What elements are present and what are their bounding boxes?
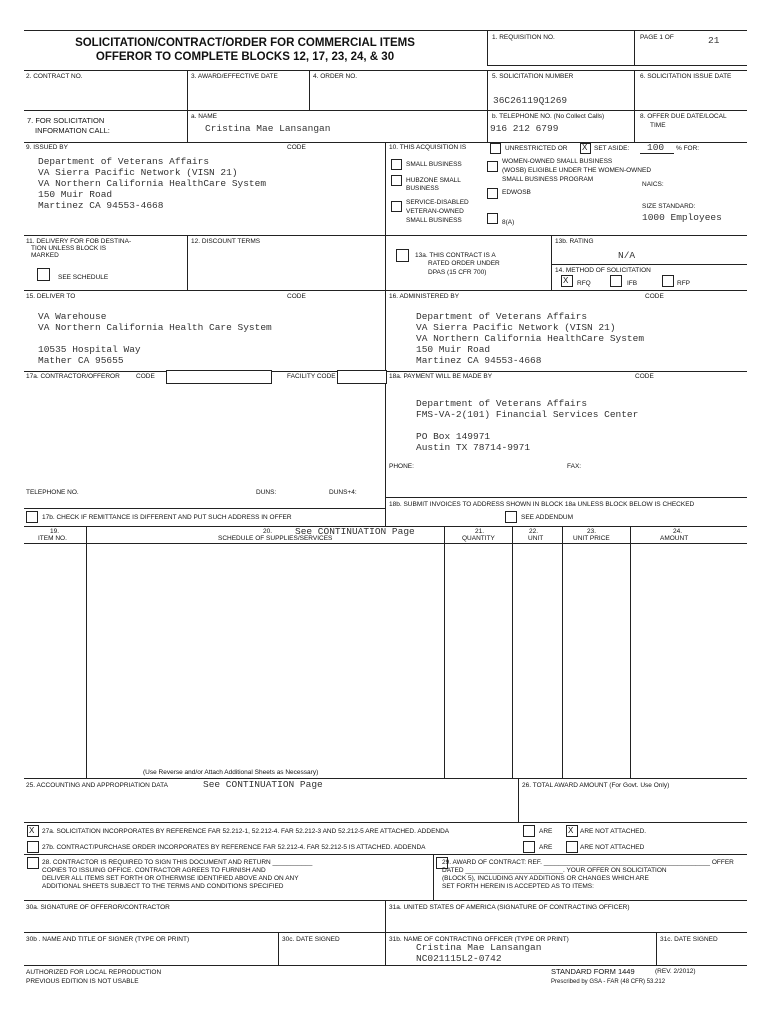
form-revision: (REV. 2/2012): [655, 968, 696, 975]
divider: [187, 70, 188, 110]
contracting-officer-name[interactable]: Cristina Mae Lansangan: [416, 942, 542, 953]
delivery-label-3: MARKED: [31, 252, 59, 259]
page-label: PAGE 1 OF: [640, 34, 674, 41]
small-business-label: SMALL BUSINESS: [406, 161, 462, 168]
hubzone-label: HUBZONE SMALL: [406, 177, 461, 184]
divider: [656, 932, 657, 965]
set-aside-label: SET ASIDE:: [594, 145, 630, 152]
col22-number: 22.: [529, 528, 539, 535]
divider: [24, 508, 385, 509]
28-checkbox[interactable]: [27, 857, 39, 869]
divider: [487, 65, 747, 66]
divider: [634, 30, 635, 65]
divider: [433, 854, 434, 900]
27b-are-not-label: ARE NOT ATTACHED: [580, 844, 645, 851]
form-title-line2: OFFEROR TO COMPLETE BLOCKS 12, 17, 23, 24, & 30: [95, 51, 395, 64]
divider: [634, 110, 635, 142]
30b-label: 30b . NAME AND TITLE OF SIGNER (TYPE OR PRINT): [26, 936, 190, 943]
issued-by-code-label: CODE: [287, 144, 306, 151]
col20-header: SCHEDULE OF SUPPLIES/SERVICES: [218, 535, 333, 542]
divider: [24, 778, 747, 779]
8a-checkbox[interactable]: [487, 213, 498, 224]
col22-header: UNIT: [528, 535, 544, 542]
duns-label: DUNS:: [256, 489, 277, 496]
27a-label: 27a. SOLICITATION INCORPORATES BY REFERENCE FAR 52.212-1, 52.212-4. FAR 52.212-3 AND 52.212-5 ARE ATTACHED. ADDENDA: [42, 828, 450, 835]
see-schedule-checkbox[interactable]: [37, 268, 50, 281]
contract-no-label: 2. CONTRACT NO.: [26, 73, 83, 80]
info-call-label: INFORMATION CALL:: [35, 126, 110, 135]
29-label: 29. AWARD OF CONTRACT: REF. ______________________________________________ OFFER: [442, 859, 734, 866]
deliver-to-address: VA Warehouse VA Northern California Health Care System 10535 Hospital Way Mather CA 95655: [38, 311, 272, 366]
ifb-label: IFB: [627, 280, 638, 287]
divider: [385, 497, 747, 498]
delivery-label-2: TION UNLESS BLOCK IS: [31, 245, 107, 252]
time-label: TIME: [650, 122, 666, 129]
col24-number: 24.: [673, 528, 683, 535]
solicitation-number[interactable]: 36C26119Q1269: [493, 95, 568, 106]
divider: [385, 290, 386, 371]
discount-terms-label: 12. DISCOUNT TERMS: [191, 238, 261, 245]
form-number: STANDARD FORM 1449: [551, 967, 635, 976]
phone-label: b. TELEPHONE NO. (No Collect Calls): [492, 113, 605, 120]
total-award-label: 26. TOTAL AWARD AMOUNT (For Govt. Use Only): [522, 782, 670, 789]
27b-label: 27b. CONTRACT/PURCHASE ORDER INCORPORATES BY REFERENCE FAR 52.212-4. FAR 52.212-5 IS ATTACHED. ADDENDA: [42, 844, 426, 851]
unrestricted-label: UNRESTRICTED OR: [505, 145, 568, 152]
27b-are-checkbox[interactable]: [523, 841, 535, 853]
name-label: a. NAME: [191, 113, 218, 120]
offer-due-label: 8. OFFER DUE DATE/LOCAL: [640, 113, 727, 120]
method-label: 14. METHOD OF SOLICITATION: [555, 267, 651, 274]
prescribed-label: Prescribed by GSA - FAR (48 CFR) 53.212: [551, 979, 666, 985]
duns4-label: DUNS+4:: [329, 489, 357, 496]
rfq-label: RFQ: [577, 280, 591, 287]
wosb-label: WOMEN-OWNED SMALL BUSINESS: [502, 158, 613, 165]
wosb-label-3: SMALL BUSINESS PROGRAM: [502, 176, 594, 183]
27a-are-not-check-mark: X: [568, 826, 574, 835]
see-schedule-label: SEE SCHEDULE: [58, 274, 109, 281]
ifb-checkbox[interactable]: [610, 275, 622, 287]
divider: [309, 70, 310, 110]
divider: [24, 543, 747, 544]
issued-by-address: Department of Veterans Affairs VA Sierra Pacific Network (VISN 21) VA Northern California HealthCare System 150 Muir Road Martinez CA 94553-4668: [38, 156, 267, 211]
col23-header: UNIT PRICE: [573, 535, 610, 542]
requisition-label: 1. REQUISITION NO.: [492, 34, 555, 41]
contact-phone[interactable]: 916 212 6799: [490, 123, 559, 134]
divider: [24, 854, 747, 855]
col20-value: See CONTINUATION Page: [295, 526, 415, 537]
27a-check-mark: X: [29, 826, 35, 835]
set-aside-check-mark: X: [582, 143, 588, 152]
col24-header: AMOUNT: [660, 535, 689, 542]
rated-order-label-3: DPAS (15 CFR 700): [428, 269, 487, 276]
for-solicitation-label: 7. FOR SOLICITATION: [27, 116, 105, 125]
deliver-to-code-label: CODE: [287, 293, 306, 300]
27b-are-label: ARE: [539, 844, 553, 851]
small-business-checkbox[interactable]: [391, 159, 402, 170]
divider: [187, 235, 188, 290]
divider: [24, 70, 747, 71]
col23-number: 23.: [587, 528, 597, 535]
rated-order-label: 13a. THIS CONTRACT IS A: [415, 252, 496, 259]
accounting-value: See CONTINUATION Page: [203, 779, 323, 790]
order-no-label: 4. ORDER NO.: [313, 73, 358, 80]
administered-by-code-label: CODE: [645, 293, 664, 300]
divider: [630, 526, 631, 778]
28-label-2: COPIES TO ISSUING OFFICE. CONTRACTOR AGREES TO FURNISH AND: [42, 867, 266, 874]
27b-are-not-checkbox[interactable]: [566, 841, 578, 853]
divider: [512, 526, 513, 778]
see-addendum-checkbox[interactable]: [505, 511, 517, 523]
rated-order-checkbox[interactable]: [396, 249, 409, 262]
issued-by-label: 9. ISSUED BY: [26, 144, 68, 151]
31b-label: 31b. NAME OF CONTRACTING OFFICER (TYPE OR PRINT): [389, 936, 569, 943]
rfp-checkbox[interactable]: [662, 275, 674, 287]
divider: [444, 526, 445, 778]
accounting-label: 25. ACCOUNTING AND APPROPRIATION DATA: [26, 782, 168, 789]
divider: [562, 526, 563, 778]
payment-code-label: CODE: [635, 373, 654, 380]
pct-for-label: % FOR:: [676, 145, 700, 152]
rating-value[interactable]: N/A: [618, 250, 636, 261]
facility-code-field[interactable]: [337, 370, 387, 384]
reverse-note: (Use Reverse and/or Attach Additional Sheets as Necessary): [143, 769, 319, 776]
sdvosb-checkbox[interactable]: [391, 201, 402, 212]
rfq-check-mark: X: [563, 276, 569, 285]
award-date-label: 3. AWARD/EFFECTIVE DATE: [191, 73, 278, 80]
31c-label: 31c. DATE SIGNED: [660, 936, 718, 943]
telephone-label: TELEPHONE NO.: [26, 489, 79, 496]
set-aside-percent[interactable]: 100: [647, 142, 665, 153]
contact-name[interactable]: Cristina Mae Lansangan: [205, 123, 331, 134]
divider: [385, 371, 386, 526]
29-label-3: (BLOCK 5), INCLUDING ANY ADDITIONS OR CHANGES WHICH ARE: [442, 875, 649, 882]
edwosb-label: EDWOSB: [502, 189, 531, 196]
30c-label: 30c. DATE SIGNED: [282, 936, 340, 943]
divider: [278, 932, 279, 965]
28-label-4: ADDITIONAL SHEETS SUBJECT TO THE TERMS AND CONDITIONS SPECIFIED: [42, 883, 284, 890]
contractor-code-label: CODE: [136, 373, 155, 380]
payment-label: 18a. PAYMENT WILL BE MADE BY: [389, 373, 493, 380]
page-total: 21: [708, 35, 720, 46]
delivery-label: 11. DELIVERY FOR FOB DESTINA-: [26, 238, 132, 245]
28-label: 28. CONTRACTOR IS REQUIRED TO SIGN THIS DOCUMENT AND RETURN ___________: [42, 859, 313, 866]
27a-are-not-label: ARE NOT ATTACHED.: [580, 828, 647, 835]
see-addendum-label: SEE ADDENDUM: [521, 514, 574, 521]
form-title: [25, 36, 465, 65]
form-border-top: [24, 30, 747, 31]
payment-phone-label: PHONE:: [389, 463, 414, 470]
administered-by-label: 16. ADMINISTERED BY: [389, 293, 460, 300]
administered-by-address: Department of Veterans Affairs VA Sierra Pacific Network (VISN 21) VA Northern California HealthCare System 150 Muir Road Martinez CA 94553-4668: [416, 311, 645, 366]
divider: [634, 70, 635, 110]
solicitation-no-label: 5. SOLICITATION NUMBER: [492, 73, 574, 80]
hubzone-label-2: BUSINESS: [406, 185, 439, 192]
contractor-code-field[interactable]: [166, 370, 272, 384]
naics-label: NAICS:: [642, 181, 664, 188]
col19-header: ITEM NO.: [38, 535, 67, 542]
wosb-label-2: (WOSB) ELIGIBLE UNDER THE WOMEN-OWNED: [502, 167, 652, 174]
28-label-3: DELIVER ALL ITEMS SET FORTH OR OTHERWISE IDENTIFIED ABOVE AND ON ANY: [42, 875, 299, 882]
divider: [487, 70, 488, 110]
divider: [551, 264, 747, 265]
size-standard-label: SIZE STANDARD:: [642, 203, 696, 210]
acquisition-label: 10. THIS ACQUISITION IS: [389, 144, 467, 151]
divider: [385, 235, 386, 290]
27a-are-label: ARE: [539, 828, 553, 835]
8a-label: 8(A): [502, 219, 515, 226]
size-standard-value[interactable]: 1000 Employees: [642, 212, 722, 223]
col21-number: 21.: [475, 528, 485, 535]
deliver-to-label: 15. DELIVER TO: [26, 293, 76, 300]
pct-underline: [640, 153, 674, 154]
auth-label: AUTHORIZED FOR LOCAL REPRODUCTION: [26, 969, 162, 976]
sdvosb-label-2: VETERAN-OWNED: [406, 208, 464, 215]
divider: [487, 110, 488, 142]
contractor-label: 17a. CONTRACTOR/OFFEROR: [26, 373, 120, 380]
rating-label: 13b. RATING: [555, 238, 594, 245]
hubzone-checkbox[interactable]: [391, 175, 402, 186]
remittance-label: 17b. CHECK IF REMITTANCE IS DIFFERENT AND PUT SUCH ADDRESS IN OFFER: [42, 514, 292, 521]
payment-address: Department of Veterans Affairs FMS-VA-2(101) Financial Services Center PO Box 149971 Austin TX 78714-9971: [416, 398, 639, 453]
payment-fax-label: FAX:: [567, 463, 582, 470]
31a-label: 31a. UNITED STATES OF AMERICA (SIGNATURE OF CONTRACTING OFFICER): [389, 904, 630, 911]
divider: [24, 110, 747, 111]
29-label-2: DATED ___________________________. YOUR OFFER ON SOLICITATION: [442, 867, 667, 874]
rated-order-label-2: RATED ORDER UNDER: [428, 260, 500, 267]
29-label-4: SET FORTH HEREIN IS ACCEPTED AS TO ITEMS:: [442, 883, 594, 890]
divider: [86, 526, 87, 778]
sdvosb-label: SERVICE-DISABLED: [406, 199, 469, 206]
unrestricted-checkbox[interactable]: [490, 143, 501, 154]
divider: [385, 142, 386, 235]
divider: [518, 778, 519, 822]
27a-are-checkbox[interactable]: [523, 825, 535, 837]
issue-date-label: 6. SOLICITATION ISSUE DATE: [640, 73, 732, 80]
wosb-checkbox[interactable]: [487, 161, 498, 172]
edwosb-checkbox[interactable]: [487, 188, 498, 199]
submit-invoices-label: 18b. SUBMIT INVOICES TO ADDRESS SHOWN IN BLOCK 18a UNLESS BLOCK BELOW IS CHECKED: [389, 501, 695, 508]
contracting-officer-id[interactable]: NC021115L2-0742: [416, 953, 502, 964]
divider: [24, 932, 747, 933]
30a-label: 30a. SIGNATURE OF OFFEROR/CONTRACTOR: [26, 904, 170, 911]
form-border-bottom: [24, 965, 747, 966]
divider: [551, 235, 552, 290]
sdvosb-label-3: SMALL BUSINESS: [406, 217, 462, 224]
col20-number: 20.: [263, 528, 273, 535]
prev-edition-label: PREVIOUS EDITION IS NOT USABLE: [26, 978, 139, 985]
form-title-line1: SOLICITATION/CONTRACT/ORDER FOR COMMERCIAL ITEMS: [75, 37, 415, 49]
remittance-checkbox[interactable]: [26, 511, 38, 523]
rfp-label: RFP: [677, 280, 690, 287]
divider: [187, 110, 188, 142]
divider: [24, 822, 747, 823]
col19-number: 19.: [50, 528, 60, 535]
facility-code-label: FACILITY CODE: [287, 373, 336, 380]
27b-checkbox[interactable]: [27, 841, 39, 853]
col21-header: QUANTITY: [462, 535, 495, 542]
divider: [487, 30, 488, 65]
